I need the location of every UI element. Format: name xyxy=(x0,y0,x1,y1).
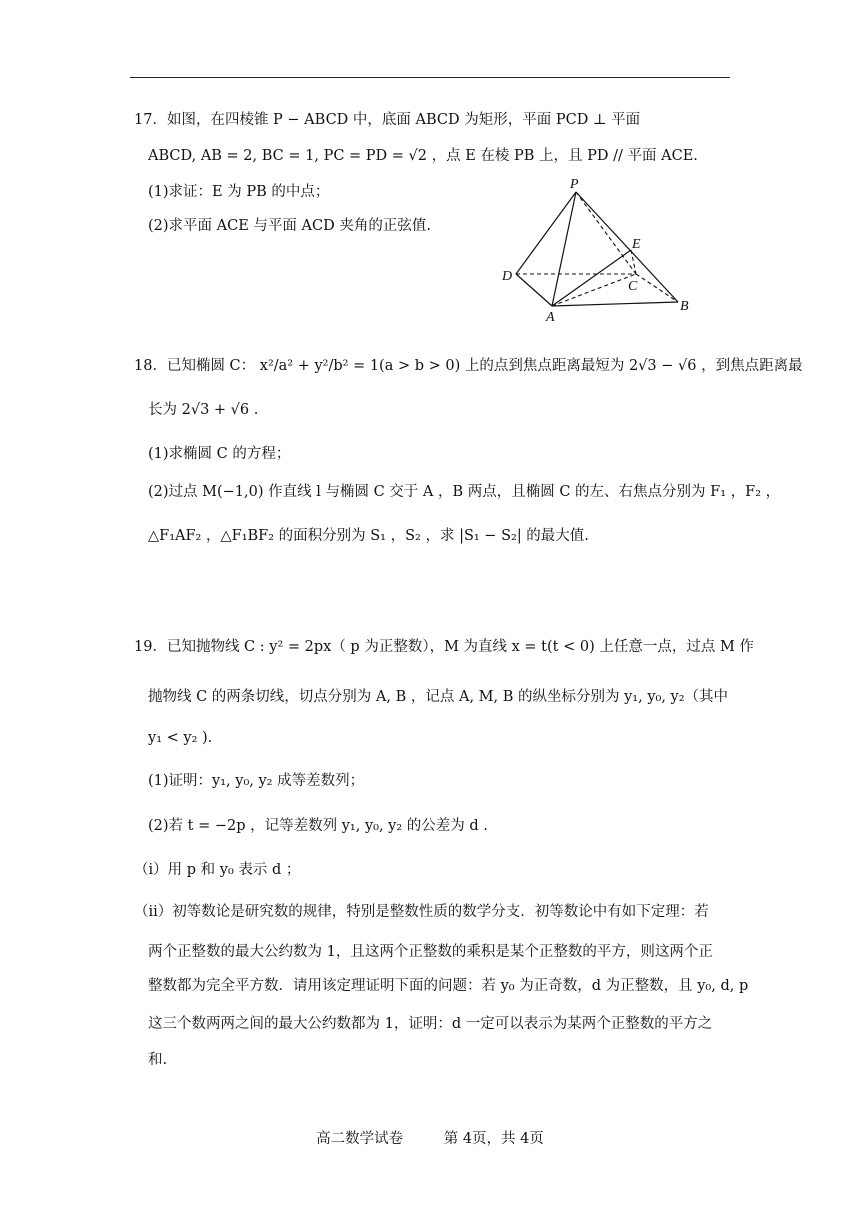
q18-part2a: (2)过点 M(−1,0) 作直线 l 与椭圆 C 交于 A ，B 两点，且椭圆 C 的左、右焦点分别为 F₁ ，F₂ ， xyxy=(148,484,781,500)
q18-part1: (1)求椭圆 C 的方程； xyxy=(148,446,291,462)
q17-line2: ABCD, AB = 2, BC = 1, PC = PD = √2 ，点 E 在棱 PB 上，且 PD // 平面 ACE. xyxy=(148,148,698,164)
q19-sub2a: （ii）初等数论是研究数的规律，特别是整数性质的数学分支．初等数论中有如下定理：若 xyxy=(134,904,709,920)
edge-da xyxy=(516,274,552,306)
q19-line2: 抛物线 C 的两条切线，切点分别为 A, B ，记点 A, M, B 的纵坐标分别为 y₁, y₀, y₂（其中 xyxy=(148,689,729,705)
q19-line3: y₁ < y₂ ). xyxy=(148,730,213,746)
q17-line1: 17．如图，在四棱锥 P − ABCD 中，底面 ABCD 为矩形，平面 PCD ⊥ 平面 xyxy=(134,112,641,128)
q18-line2: 长为 2√3 + √6 . xyxy=(148,402,259,418)
page-footer xyxy=(0,1127,860,1148)
q19-sub2d: 这三个数两两之间的最大公约数都为 1，证明：d 一定可以表示为某两个正整数的平方之 xyxy=(148,1016,713,1032)
label-b: B xyxy=(680,299,689,314)
footer-page-number: 第 4页，共 4页 xyxy=(443,1131,544,1147)
q19-line1: 19．已知抛物线 C : y² = 2px（ p 为正整数），M 为直线 x = t(t < 0) 上任意一点，过点 M 作 xyxy=(134,639,754,655)
q17-part2: (2)求平面 ACE 与平面 ACD 夹角的正弦值. xyxy=(148,218,431,234)
footer-title: 高二数学试卷 xyxy=(316,1131,404,1147)
edge-cb xyxy=(636,274,678,302)
segment-ac xyxy=(552,274,636,306)
edge-pb xyxy=(576,192,678,302)
pyramid-figure xyxy=(496,176,706,322)
edge-pc xyxy=(576,192,636,274)
edge-ab xyxy=(552,302,678,306)
q18-line1: 18．已知椭圆 C： x²/a² + y²/b² = 1(a > b > 0) 上的点到焦点距离最短为 2√3 − √6 ，到焦点距离最 xyxy=(134,358,803,374)
q19-sub2b: 两个正整数的最大公约数为 1，且这两个正整数的乘积是某个正整数的平方，则这两个正 xyxy=(148,944,713,960)
header-rule xyxy=(130,77,730,78)
q19-part2: (2)若 t = −2p ，记等差数列 y₁, y₀, y₂ 的公差为 d . xyxy=(148,818,488,834)
label-a: A xyxy=(546,310,555,322)
segment-ae xyxy=(552,250,631,306)
q19-sub2e: 和. xyxy=(148,1052,168,1068)
label-e: E xyxy=(632,237,641,252)
q19-sub1: （i）用 p 和 y₀ 表示 d ； xyxy=(134,862,301,878)
q19-part1: (1)证明：y₁, y₀, y₂ 成等差数列； xyxy=(148,773,365,789)
label-c: C xyxy=(628,279,638,294)
q17-part1: (1)求证：E 为 PB 的中点； xyxy=(148,184,330,200)
label-d: D xyxy=(502,269,513,284)
label-p: P xyxy=(570,177,579,192)
q18-part2b: △F₁AF₂ ，△F₁BF₂ 的面积分别为 S₁ ，S₂ ，求 |S₁ − S₂| 的最大值. xyxy=(148,528,589,544)
q19-sub2c: 整数都为完全平方数．请用该定理证明下面的问题：若 y₀ 为正奇数，d 为正整数，且 y₀, d, p xyxy=(148,978,749,994)
